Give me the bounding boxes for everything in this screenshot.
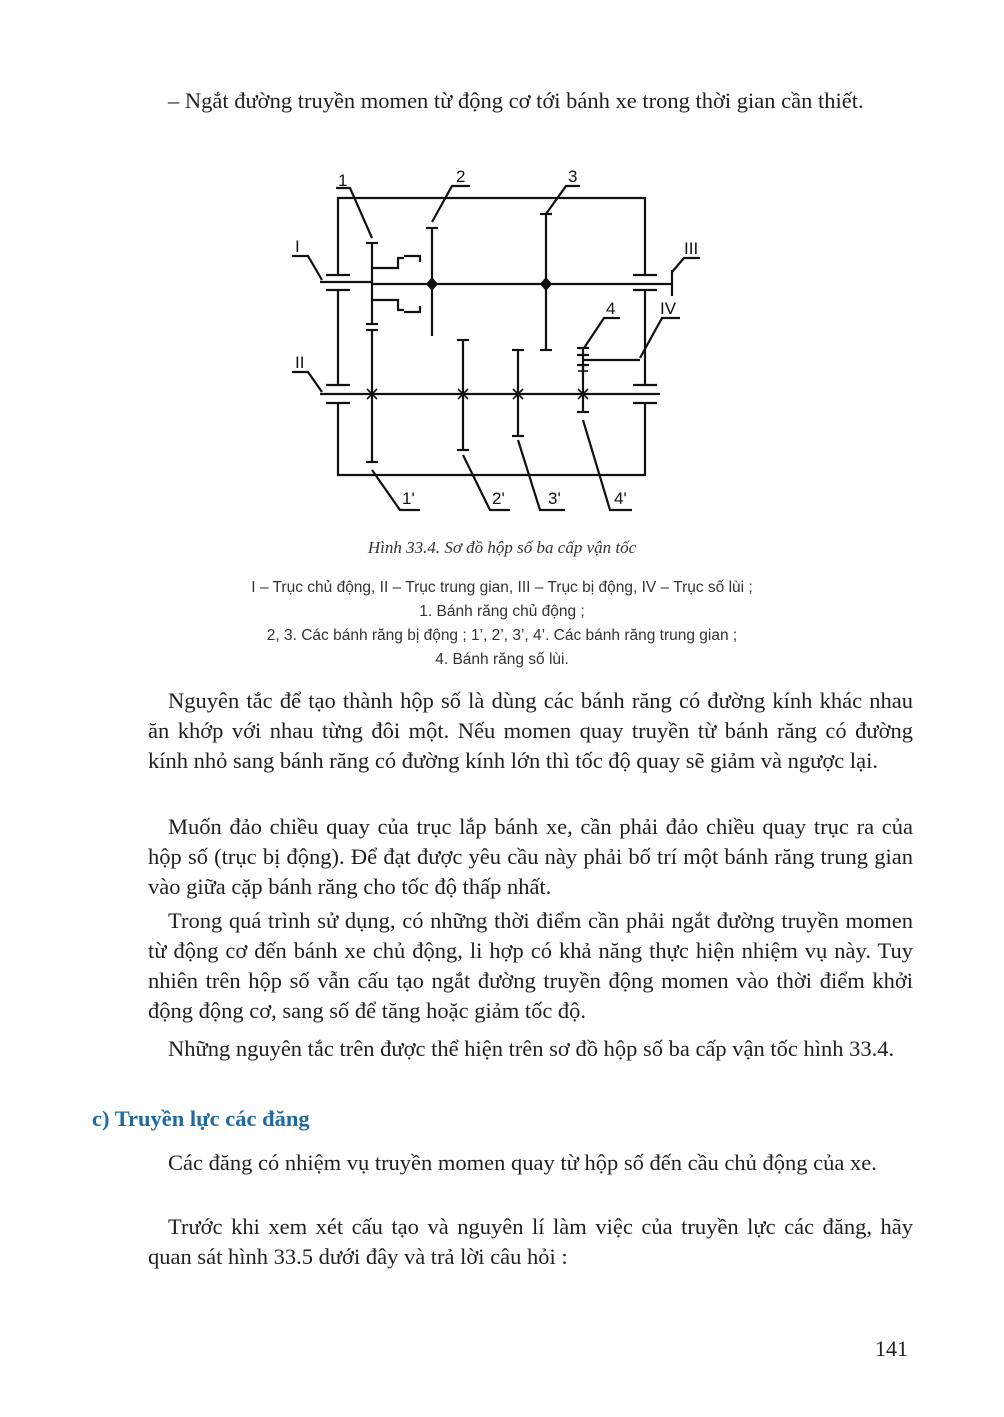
label-shaft-III: III — [684, 239, 699, 258]
body-paragraph: Nguyên tắc để tạo thành hộp số là dùng các bánh răng có đường kính khác nhau ăn khớp với nhau từng đôi một. Nếu momen quay truyền từ bánh răng có đường kính nhỏ sang bánh răng có đường kính lớn thì tốc độ quay sẽ giảm và ngược lại. — [148, 688, 913, 773]
intro-paragraph: – Ngắt đường truyền momen từ động cơ tới bánh xe trong thời gian cần thiết. — [168, 88, 864, 113]
label-gear-2p: 2' — [492, 489, 505, 508]
body-paragraph: Trước khi xem xét cấu tạo và nguyên lí làm việc của truyền lực các đăng, hãy quan sát hình 33.5 dưới đây và trả lời câu hỏi : — [148, 1214, 913, 1269]
label-gear-1p: 1' — [402, 489, 415, 508]
section-heading: c) Truyền lực các đăng — [92, 1106, 310, 1131]
body-paragraph: Những nguyên tắc trên được thể hiện trên sơ đồ hộp số ba cấp vận tốc hình 33.4. — [168, 1036, 895, 1061]
gearbox-diagram — [285, 160, 715, 520]
label-shaft-II: II — [295, 353, 305, 372]
label-shaft-I: I — [295, 237, 300, 256]
label-gear-2: 2 — [456, 167, 466, 186]
legend-line: I – Trục chủ động, II – Trục trung gian, III – Trục bị động, IV – Trục số lùi ; — [251, 579, 753, 596]
legend-line: 2, 3. Các bánh răng bị động ; 1’, 2’, 3’, 4’. Các bánh răng trung gian ; — [266, 627, 738, 644]
label-gear-4p: 4' — [614, 489, 627, 508]
body-paragraph: Trong quá trình sử dụng, có những thời điểm cần phải ngắt đường truyền momen từ động cơ đến bánh xe chủ động, li hợp có khả năng thực hiện nhiệm vụ này. Tuy nhiên trên hộp số vẫn cấu tạo ngắt đường truyền động momen vào thời điểm khởi động động cơ, sang số để tăng hoặc giảm tốc độ. — [148, 908, 913, 1023]
label-gear-3: 3 — [568, 167, 578, 186]
body-paragraph: Muốn đảo chiều quay của trục lắp bánh xe, cần phải đảo chiều quay trục ra của hộp số (trục bị động). Để đạt được yêu cầu này phải bố trí một bánh răng trung gian vào giữa cặp bánh răng cho tốc độ thấp nhất. — [148, 814, 913, 899]
figure-legend — [0, 576, 1004, 672]
label-gear-3p: 3' — [548, 489, 561, 508]
body-paragraph: Các đăng có nhiệm vụ truyền momen quay từ hộp số đến cầu chủ động của xe. — [168, 1150, 877, 1175]
label-gear-1: 1 — [338, 171, 348, 190]
page-number: 141 — [875, 1336, 908, 1361]
figure-caption: Hình 33.4. Sơ đồ hộp số ba cấp vận tốc — [367, 538, 637, 557]
label-gear-4: 4 — [606, 299, 616, 318]
label-shaft-IV: IV — [660, 299, 677, 318]
legend-line: 4. Bánh răng số lùi. — [435, 651, 569, 668]
legend-line: 1. Bánh răng chủ động ; — [419, 603, 585, 620]
